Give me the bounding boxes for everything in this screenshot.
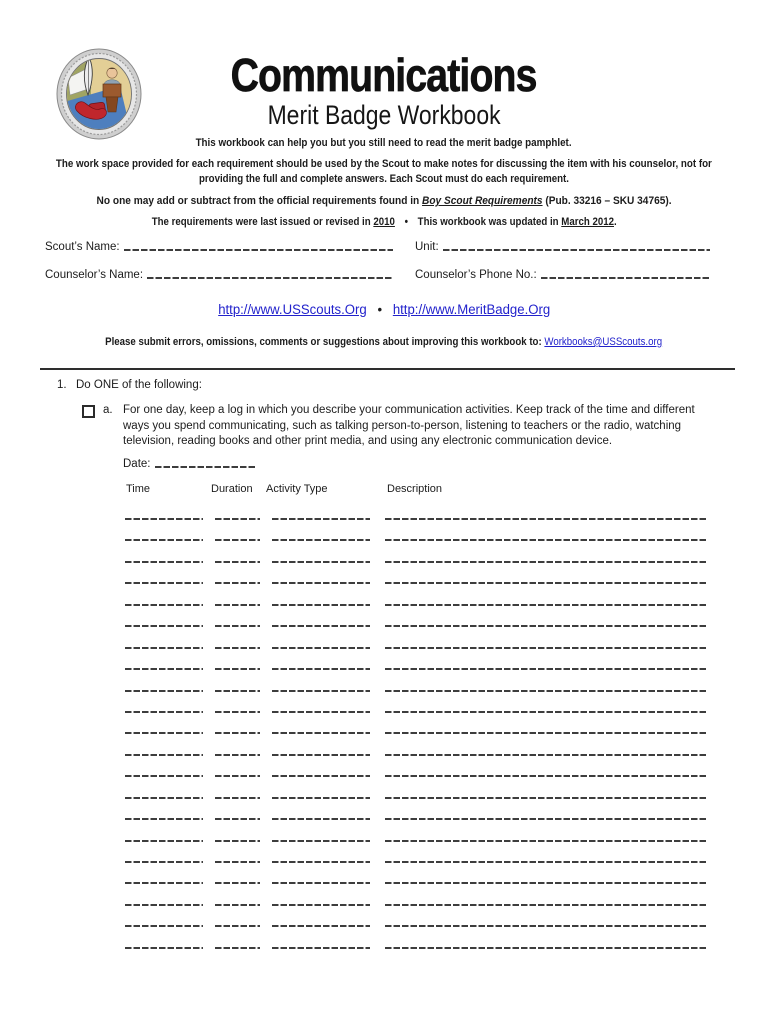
log-blank-activity-type[interactable] bbox=[272, 947, 370, 949]
feedback-email-link[interactable]: Workbooks@USScouts.org bbox=[544, 336, 663, 348]
page-subtitle: Merit Badge Workbook bbox=[267, 100, 501, 130]
log-blank-description[interactable] bbox=[385, 925, 707, 927]
revision-prefix: The requirements were last issued or revised in bbox=[151, 216, 374, 228]
requirements-note-suffix: (Pub. 33216 – SKU 34765). bbox=[542, 195, 672, 207]
log-blank-time[interactable] bbox=[125, 518, 203, 520]
scout-name-label: Scout’s Name: bbox=[45, 241, 120, 253]
req-1a-letter: a. bbox=[103, 404, 113, 416]
log-blank-duration[interactable] bbox=[215, 647, 260, 649]
log-blank-activity-type[interactable] bbox=[272, 882, 370, 884]
date-label: Date: bbox=[123, 458, 151, 470]
log-blank-time[interactable] bbox=[125, 561, 203, 563]
official-requirements-note-row bbox=[0, 195, 768, 207]
log-blank-time[interactable] bbox=[125, 539, 203, 541]
log-blank-activity-type[interactable] bbox=[272, 604, 370, 606]
req-1a-text-line3-row bbox=[123, 435, 612, 447]
log-table-row bbox=[0, 621, 768, 642]
feedback-row bbox=[0, 336, 768, 348]
req-1a-text-line2: ways you spend communicating, such as talking person-to-person, listening to teachers or the radio, watching bbox=[123, 419, 682, 432]
log-blank-duration[interactable] bbox=[215, 690, 260, 692]
log-blank-duration[interactable] bbox=[215, 818, 260, 820]
log-table-row bbox=[0, 643, 768, 664]
log-header-description: Description bbox=[387, 483, 443, 495]
revision-note-row bbox=[0, 216, 768, 228]
unit-blank[interactable] bbox=[443, 249, 710, 251]
log-blank-activity-type[interactable] bbox=[272, 818, 370, 820]
date-blank[interactable] bbox=[155, 466, 258, 468]
req-1a-text-line2-row bbox=[123, 420, 681, 432]
counselor-name-blank[interactable] bbox=[147, 277, 393, 279]
log-blank-time[interactable] bbox=[125, 604, 203, 606]
workspace-note-line2: providing the full and complete answers. Each Scout must do each requirement. bbox=[198, 173, 569, 185]
requirements-source-title: Boy Scout Requirements bbox=[421, 195, 543, 207]
counselor-phone-row bbox=[415, 269, 710, 281]
log-blank-description[interactable] bbox=[385, 775, 707, 777]
log-blank-time[interactable] bbox=[125, 797, 203, 799]
workspace-note-line2-row bbox=[0, 173, 768, 185]
log-blank-duration[interactable] bbox=[215, 925, 260, 927]
revision-note bbox=[152, 216, 617, 228]
log-blank-time[interactable] bbox=[125, 775, 203, 777]
date-row bbox=[123, 458, 257, 470]
website-links bbox=[218, 302, 550, 317]
tagline-row bbox=[0, 137, 768, 149]
log-table-row bbox=[0, 557, 768, 578]
log-blank-duration[interactable] bbox=[215, 947, 260, 949]
log-blank-description[interactable] bbox=[385, 647, 707, 649]
log-blank-description[interactable] bbox=[385, 518, 707, 520]
log-blank-time[interactable] bbox=[125, 625, 203, 627]
log-blank-time[interactable] bbox=[125, 947, 203, 949]
req-1a-text-line3: television, reading books and other print media, and using any electronic communication device. bbox=[123, 435, 613, 447]
req-1a-checkbox[interactable] bbox=[82, 405, 95, 418]
log-blank-activity-type[interactable] bbox=[272, 861, 370, 863]
log-table-row bbox=[0, 900, 768, 921]
revision-bullet: • bbox=[404, 216, 408, 228]
log-table-row bbox=[0, 707, 768, 728]
log-blank-activity-type[interactable] bbox=[272, 797, 370, 799]
section-divider bbox=[40, 368, 735, 370]
log-blank-duration[interactable] bbox=[215, 732, 260, 734]
log-blank-duration[interactable] bbox=[215, 518, 260, 520]
log-blank-activity-type[interactable] bbox=[272, 711, 370, 713]
counselor-name-row bbox=[45, 269, 393, 281]
log-blank-time[interactable] bbox=[125, 690, 203, 692]
update-date: March 2012 bbox=[561, 216, 614, 228]
log-blank-activity-type[interactable] bbox=[272, 754, 370, 756]
log-table-row bbox=[0, 578, 768, 599]
log-blank-activity-type[interactable] bbox=[272, 561, 370, 563]
log-blank-time[interactable] bbox=[125, 840, 203, 842]
log-blank-duration[interactable] bbox=[215, 754, 260, 756]
log-blank-time[interactable] bbox=[125, 882, 203, 884]
log-blank-description[interactable] bbox=[385, 732, 707, 734]
log-blank-duration[interactable] bbox=[215, 840, 260, 842]
log-blank-description[interactable] bbox=[385, 754, 707, 756]
requirement-1-number: 1. bbox=[57, 379, 67, 391]
log-blank-description[interactable] bbox=[385, 668, 707, 670]
log-blank-description[interactable] bbox=[385, 861, 707, 863]
log-blank-description[interactable] bbox=[385, 561, 707, 563]
log-blank-duration[interactable] bbox=[215, 668, 260, 670]
links-bullet: • bbox=[377, 302, 382, 317]
log-table-row bbox=[0, 514, 768, 535]
page-subtitle-row bbox=[0, 100, 768, 131]
log-table-row bbox=[0, 878, 768, 899]
req-1a-text-line1-row bbox=[123, 404, 695, 416]
log-blank-activity-type[interactable] bbox=[272, 647, 370, 649]
log-blank-duration[interactable] bbox=[215, 711, 260, 713]
log-table-row bbox=[0, 943, 768, 964]
meritbadge-link[interactable]: http://www.MeritBadge.Org bbox=[392, 302, 550, 317]
update-prefix: This workbook was updated in bbox=[417, 216, 562, 228]
log-blank-description[interactable] bbox=[385, 947, 707, 949]
log-blank-time[interactable] bbox=[125, 925, 203, 927]
counselor-phone-blank[interactable] bbox=[541, 277, 710, 279]
log-table-row bbox=[0, 771, 768, 792]
log-blank-activity-type[interactable] bbox=[272, 904, 370, 906]
log-blank-description[interactable] bbox=[385, 539, 707, 541]
revision-year: 2010 bbox=[373, 216, 395, 228]
log-blank-duration[interactable] bbox=[215, 882, 260, 884]
log-blank-duration[interactable] bbox=[215, 797, 260, 799]
log-blank-time[interactable] bbox=[125, 818, 203, 820]
log-blank-time[interactable] bbox=[125, 668, 203, 670]
log-header-duration: Duration bbox=[211, 483, 253, 495]
log-blank-description[interactable] bbox=[385, 604, 707, 606]
log-table-row bbox=[0, 686, 768, 707]
log-table-row bbox=[0, 836, 768, 857]
log-blank-description[interactable] bbox=[385, 797, 707, 799]
log-header-time: Time bbox=[126, 483, 151, 495]
log-table-rows bbox=[0, 514, 768, 964]
feedback-prefix: Please submit errors, omissions, comments or suggestions about improving this workbook to: bbox=[105, 336, 545, 348]
log-blank-time[interactable] bbox=[125, 647, 203, 649]
log-table-row bbox=[0, 728, 768, 749]
unit-label: Unit: bbox=[415, 241, 439, 253]
tagline: This workbook can help you but you still need to read the merit badge pamphlet. bbox=[196, 137, 572, 149]
log-blank-activity-type[interactable] bbox=[272, 840, 370, 842]
log-blank-duration[interactable] bbox=[215, 625, 260, 627]
log-blank-description[interactable] bbox=[385, 625, 707, 627]
requirement-1-heading: Do ONE of the following: bbox=[76, 379, 202, 391]
log-table-row bbox=[0, 600, 768, 621]
scout-name-blank[interactable] bbox=[124, 249, 393, 251]
log-blank-activity-type[interactable] bbox=[272, 582, 370, 584]
feedback-note bbox=[105, 336, 662, 348]
log-blank-description[interactable] bbox=[385, 711, 707, 713]
log-blank-description[interactable] bbox=[385, 904, 707, 906]
log-blank-duration[interactable] bbox=[215, 561, 260, 563]
log-blank-time[interactable] bbox=[125, 711, 203, 713]
page-title-row bbox=[0, 48, 768, 102]
log-blank-time[interactable] bbox=[125, 861, 203, 863]
log-blank-activity-type[interactable] bbox=[272, 668, 370, 670]
log-table-row bbox=[0, 793, 768, 814]
log-blank-activity-type[interactable] bbox=[272, 775, 370, 777]
log-table-row bbox=[0, 664, 768, 685]
log-table-row bbox=[0, 857, 768, 878]
log-blank-duration[interactable] bbox=[215, 582, 260, 584]
requirements-note-prefix: No one may add or subtract from the official requirements found in bbox=[96, 195, 422, 207]
log-table-row bbox=[0, 750, 768, 771]
counselor-phone-label: Counselor’s Phone No.: bbox=[415, 269, 537, 281]
log-blank-duration[interactable] bbox=[215, 775, 260, 777]
log-table-row bbox=[0, 921, 768, 942]
log-blank-activity-type[interactable] bbox=[272, 625, 370, 627]
official-requirements-note bbox=[97, 195, 672, 207]
update-suffix: . bbox=[613, 216, 617, 228]
req-1a-text-line1: For one day, keep a log in which you describe your communication activities. Keep track of the time and different bbox=[123, 404, 695, 416]
unit-row bbox=[415, 241, 710, 253]
log-blank-description[interactable] bbox=[385, 690, 707, 692]
log-table-row bbox=[0, 535, 768, 556]
workspace-note-line1-row bbox=[0, 158, 768, 170]
page-title: Communications bbox=[231, 49, 537, 101]
log-blank-description[interactable] bbox=[385, 582, 707, 584]
log-blank-time[interactable] bbox=[125, 904, 203, 906]
counselor-name-label: Counselor’s Name: bbox=[45, 269, 144, 281]
log-blank-duration[interactable] bbox=[215, 861, 260, 863]
log-blank-description[interactable] bbox=[385, 882, 707, 884]
log-blank-activity-type[interactable] bbox=[272, 518, 370, 520]
usscouts-link[interactable]: http://www.USScouts.Org bbox=[218, 302, 367, 317]
log-blank-activity-type[interactable] bbox=[272, 732, 370, 734]
scout-name-row bbox=[45, 241, 393, 253]
log-blank-description[interactable] bbox=[385, 840, 707, 842]
log-blank-activity-type[interactable] bbox=[272, 539, 370, 541]
website-links-row bbox=[0, 302, 768, 317]
log-blank-time[interactable] bbox=[125, 732, 203, 734]
log-blank-activity-type[interactable] bbox=[272, 690, 370, 692]
log-blank-description[interactable] bbox=[385, 818, 707, 820]
log-blank-duration[interactable] bbox=[215, 904, 260, 906]
log-blank-duration[interactable] bbox=[215, 539, 260, 541]
log-table-row bbox=[0, 814, 768, 835]
log-blank-time[interactable] bbox=[125, 582, 203, 584]
log-blank-activity-type[interactable] bbox=[272, 925, 370, 927]
log-blank-duration[interactable] bbox=[215, 604, 260, 606]
log-blank-time[interactable] bbox=[125, 754, 203, 756]
workspace-note-line1: The work space provided for each requirement should be used by the Scout to make notes for discussing the item with his counselor, not for bbox=[56, 158, 712, 170]
log-header-activity-type: Activity Type bbox=[266, 483, 328, 495]
